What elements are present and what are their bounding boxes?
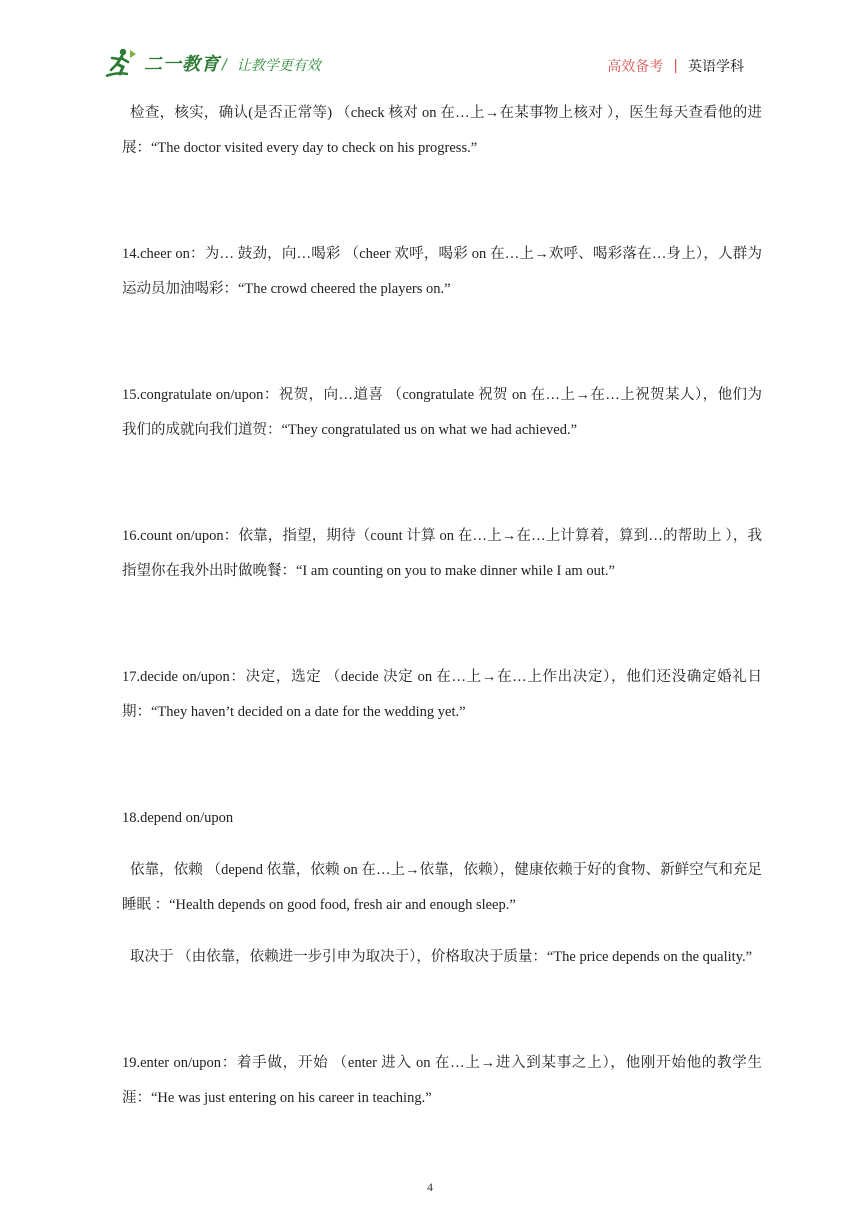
paragraph-gap [122, 975, 762, 1046]
paragraph-depend-on-heading: 18.depend on/upon [122, 810, 234, 826]
tagline-right: 英语学科 [688, 59, 744, 75]
paragraph-enter-on: 19.enter on/upon：着手做，开始 （enter 进入 on 在…上→进入到某事之上），他刚开始他的教学生涯：“He was just entering on his career in teaching.” [122, 1055, 762, 1106]
slogan-text: 让教学更有效 [236, 58, 321, 74]
paragraph-gap [122, 307, 762, 378]
paragraph-congratulate-on: 15.congratulate on/upon：祝贺，向…道喜 （congratulate 祝贺 on 在…上→在…上祝贺某人），他们为我们的成就向我们道贺：“They congratulated us on what we had achieved.” [122, 387, 762, 438]
page-number: 4 [427, 1180, 433, 1194]
runner-logo-icon [104, 46, 138, 80]
paragraph-gap [122, 166, 762, 237]
logo [104, 46, 220, 80]
paragraph-gap [122, 923, 762, 940]
slogan [222, 55, 321, 75]
tagline-separator: | [673, 58, 678, 74]
paragraph-count-on: 16.count on/upon：依靠，指望，期待（count 计算 on 在…上→在…上计算着，算到…的帮助上 ），我指望你在我外出时做晚餐：“I am counting on you to make dinner while I am out.” [122, 528, 762, 579]
paragraph-depend-on-sense-2: 取决于 （由依靠，依赖进一步引申为取决于），价格取决于质量：“The price depends on the quality.” [130, 949, 753, 965]
page-header [0, 0, 860, 90]
paragraph-gap [122, 836, 762, 853]
tagline-left: 高效备考 [607, 59, 664, 75]
logo-text: 二一教育 [144, 54, 220, 75]
paragraph-gap [122, 730, 762, 801]
paragraph-gap [122, 589, 762, 660]
paragraph-gap [122, 448, 762, 519]
slogan-separator: / [222, 57, 227, 73]
paragraph-decide-on: 17.decide on/upon：决定，选定 （decide 决定 on 在…上→在…上作出决定），他们还没确定婚礼日期：“They haven’t decided on a date for the wedding yet.” [122, 669, 762, 720]
paragraph-check-on: 检查，核实，确认(是否正常等) （check 核对 on 在…上→在某事物上核对 ），医生每天查看他的进展：“The doctor visited every day to check on his progress.” [122, 105, 762, 156]
document-body [122, 96, 762, 1116]
subject-tagline [607, 56, 744, 76]
paragraph-depend-on-sense-1: 依靠，依赖 （depend 依靠，依赖 on 在…上→依靠，依赖），健康依赖于好的食物、新鲜空气和充足睡眠 ：“Health depends on good food, fresh air and enough sleep.” [122, 862, 762, 913]
paragraph-cheer-on: 14.cheer on：为… 鼓劲，向…喝彩 （cheer 欢呼，喝彩 on 在…上→欢呼、喝彩落在…身上），人群为运动员加油喝彩：“The crowd cheered the players on.” [122, 246, 762, 297]
